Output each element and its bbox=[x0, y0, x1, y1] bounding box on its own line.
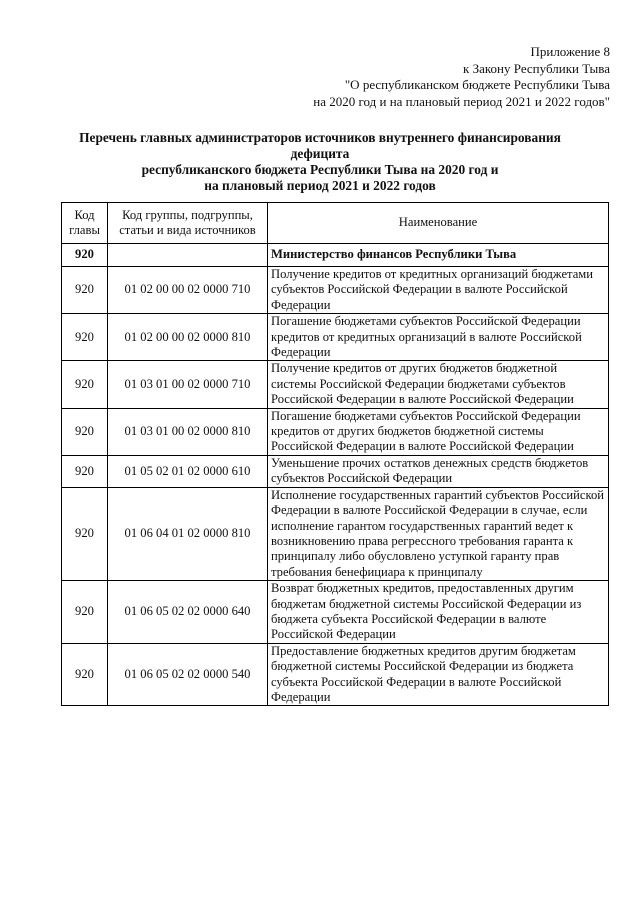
ministry-group bbox=[108, 244, 268, 267]
group-code-cell: 01 02 00 00 02 0000 710 bbox=[108, 267, 268, 314]
document-title bbox=[60, 130, 580, 194]
table-row bbox=[62, 487, 609, 580]
ministry-code: 920 bbox=[62, 244, 108, 267]
group-code-cell: 01 03 01 00 02 0000 810 bbox=[108, 408, 268, 455]
table-row bbox=[62, 581, 609, 644]
header-name: Наименование bbox=[268, 203, 609, 244]
group-code-cell: 01 03 01 00 02 0000 710 bbox=[108, 361, 268, 408]
title-line2: республиканского бюджета Республики Тыва на 2020 год и bbox=[141, 162, 499, 177]
title-line3: на плановый период 2021 и 2022 годов bbox=[204, 178, 436, 193]
annex-law-title-line2: на 2020 год и на плановый период 2021 и 2022 годов" bbox=[313, 93, 610, 109]
annex-law-title-line1: "О республиканском бюджете Республики Тыва bbox=[344, 77, 610, 92]
name-cell: Получение кредитов от кредитных организаций бюджетами субъектов Российской Федерации в валюте Российской Федерации bbox=[268, 267, 609, 314]
chapter-code-cell: 920 bbox=[62, 643, 108, 706]
group-code-cell: 01 06 05 02 02 0000 540 bbox=[108, 643, 268, 706]
chapter-code-cell: 920 bbox=[62, 487, 108, 580]
chapter-code-cell: 920 bbox=[62, 581, 108, 644]
group-code-cell: 01 02 00 00 02 0000 810 bbox=[108, 314, 268, 361]
chapter-code-cell: 920 bbox=[62, 455, 108, 487]
ministry-row bbox=[62, 244, 609, 267]
chapter-code-cell: 920 bbox=[62, 408, 108, 455]
ministry-name: Министерство финансов Республики Тыва bbox=[268, 244, 609, 267]
table-row bbox=[62, 267, 609, 314]
administrators-table bbox=[61, 202, 609, 706]
header-chapter-code: Код главы bbox=[62, 203, 108, 244]
name-cell: Уменьшение прочих остатков денежных средств бюджетов субъектов Российской Федерации bbox=[268, 455, 609, 487]
chapter-code-cell: 920 bbox=[62, 361, 108, 408]
name-cell: Погашение бюджетами субъектов Российской Федерации кредитов от других бюджетов бюджетной системы Российской Федерации в валюте Российской Федерации bbox=[268, 408, 609, 455]
group-code-cell: 01 06 05 02 02 0000 640 bbox=[108, 581, 268, 644]
name-cell: Погашение бюджетами субъектов Российской Федерации кредитов от кредитных организаций в валюте Российской Федерации bbox=[268, 314, 609, 361]
annex-law-ref: к Закону Республики Тыва bbox=[463, 60, 610, 76]
name-cell: Предоставление бюджетных кредитов другим бюджетам бюджетной системы Российской Федерации из бюджета субъекта Российской Федерации в валюте Российской Федерации bbox=[268, 643, 609, 706]
group-code-cell: 01 05 02 01 02 0000 610 bbox=[108, 455, 268, 487]
name-cell: Получение кредитов от других бюджетов бюджетной системы Российской Федерации бюджетами субъектов Российской Федерации в валюте Российской Федерации bbox=[268, 361, 609, 408]
table-row bbox=[62, 643, 609, 706]
title-line1: Перечень главных администраторов источников внутреннего финансирования дефицита bbox=[79, 130, 561, 161]
table-row bbox=[62, 361, 609, 408]
name-cell: Возврат бюджетных кредитов, предоставленных другим бюджетам бюджетной системы Российской Федерации из бюджета субъекта Российской Федерации в валюте Российской Федерации bbox=[268, 581, 609, 644]
table-row bbox=[62, 314, 609, 361]
group-code-cell: 01 06 04 01 02 0000 810 bbox=[108, 487, 268, 580]
table-row bbox=[62, 408, 609, 455]
table-header-row bbox=[62, 203, 609, 244]
header-group-code: Код группы, подгруппы, статьи и вида источников bbox=[108, 203, 268, 244]
annex-header bbox=[313, 44, 610, 110]
annex-number: Приложение 8 bbox=[530, 44, 610, 59]
chapter-code-cell: 920 bbox=[62, 314, 108, 361]
table-row bbox=[62, 455, 609, 487]
name-cell: Исполнение государственных гарантий субъектов Российской Федерации в валюте Российской Федерации в случае, если исполнение гарантом государственных гарантий ведет к возникновению права регрессного требования гаранта к принципалу либо обусловлено уступкой гаранту прав требования бенефициара к принципалу bbox=[268, 487, 609, 580]
chapter-code-cell: 920 bbox=[62, 267, 108, 314]
